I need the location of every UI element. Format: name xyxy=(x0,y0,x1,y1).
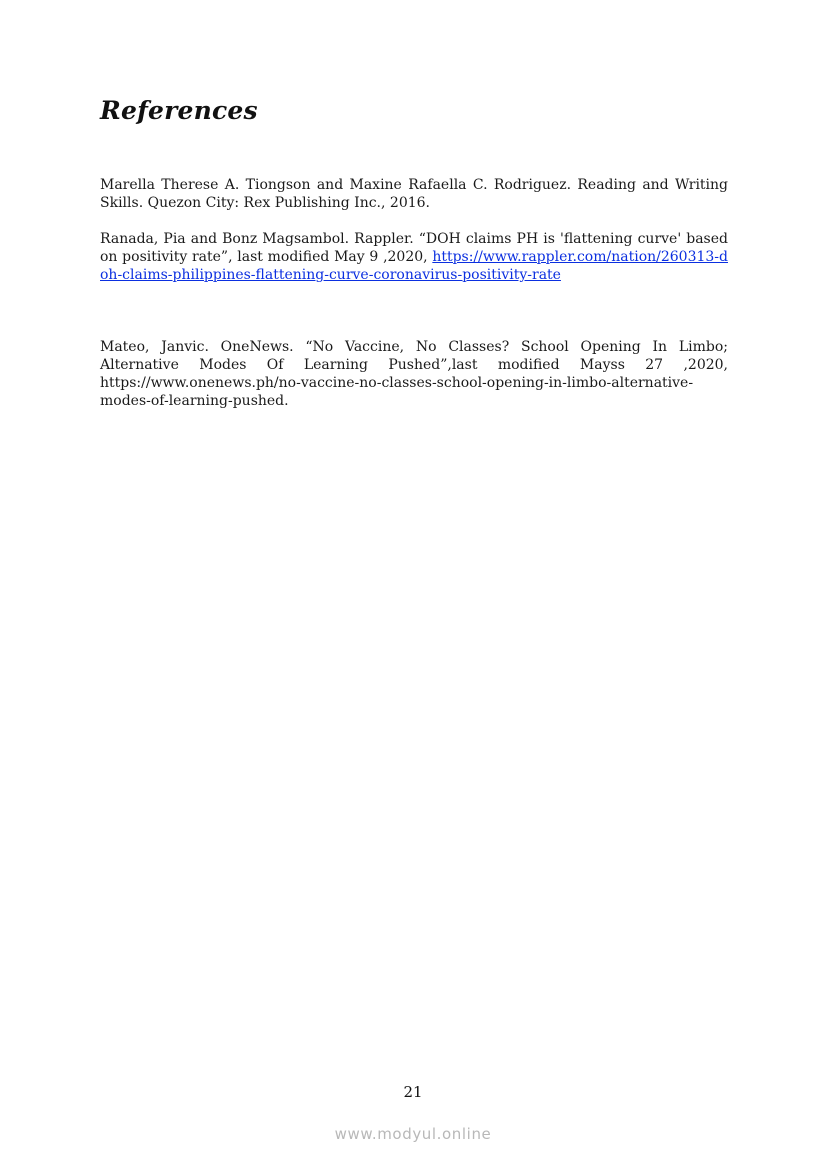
reference-item-3: Mateo, Janvic. OneNews. “No Vaccine, No Classes? School Opening In Limbo; Alternative Modes Of Learning Pushed”,last modified Mayss 27 ,2020, https://www.onenews.ph/no-vaccine-no-classes-school-opening-in-limbo-alternative-modes-of-learning-pushed. xyxy=(100,339,728,409)
page-title: References xyxy=(100,96,258,125)
reference-item-2 xyxy=(100,230,728,284)
reference-text: Ranada, Pia and Bonz Magsambol. Rappler. “DOH claims PH is 'flattening curve' based on positivity rate”, last modified May 9 ,2020, xyxy=(100,231,728,265)
reference-link[interactable]: https://www.rappler.com/nation/260313-doh-claims-philippines-flattening-curve-coronavirus-positivity-rate xyxy=(100,249,728,283)
page-number: 21 xyxy=(403,1083,423,1101)
watermark: www.modyul.online xyxy=(334,1125,492,1143)
reference-item-1: Marella Therese A. Tiongson and Maxine Rafaella C. Rodriguez. Reading and Writing Skills. Quezon City: Rex Publishing Inc., 2016. xyxy=(100,177,728,211)
